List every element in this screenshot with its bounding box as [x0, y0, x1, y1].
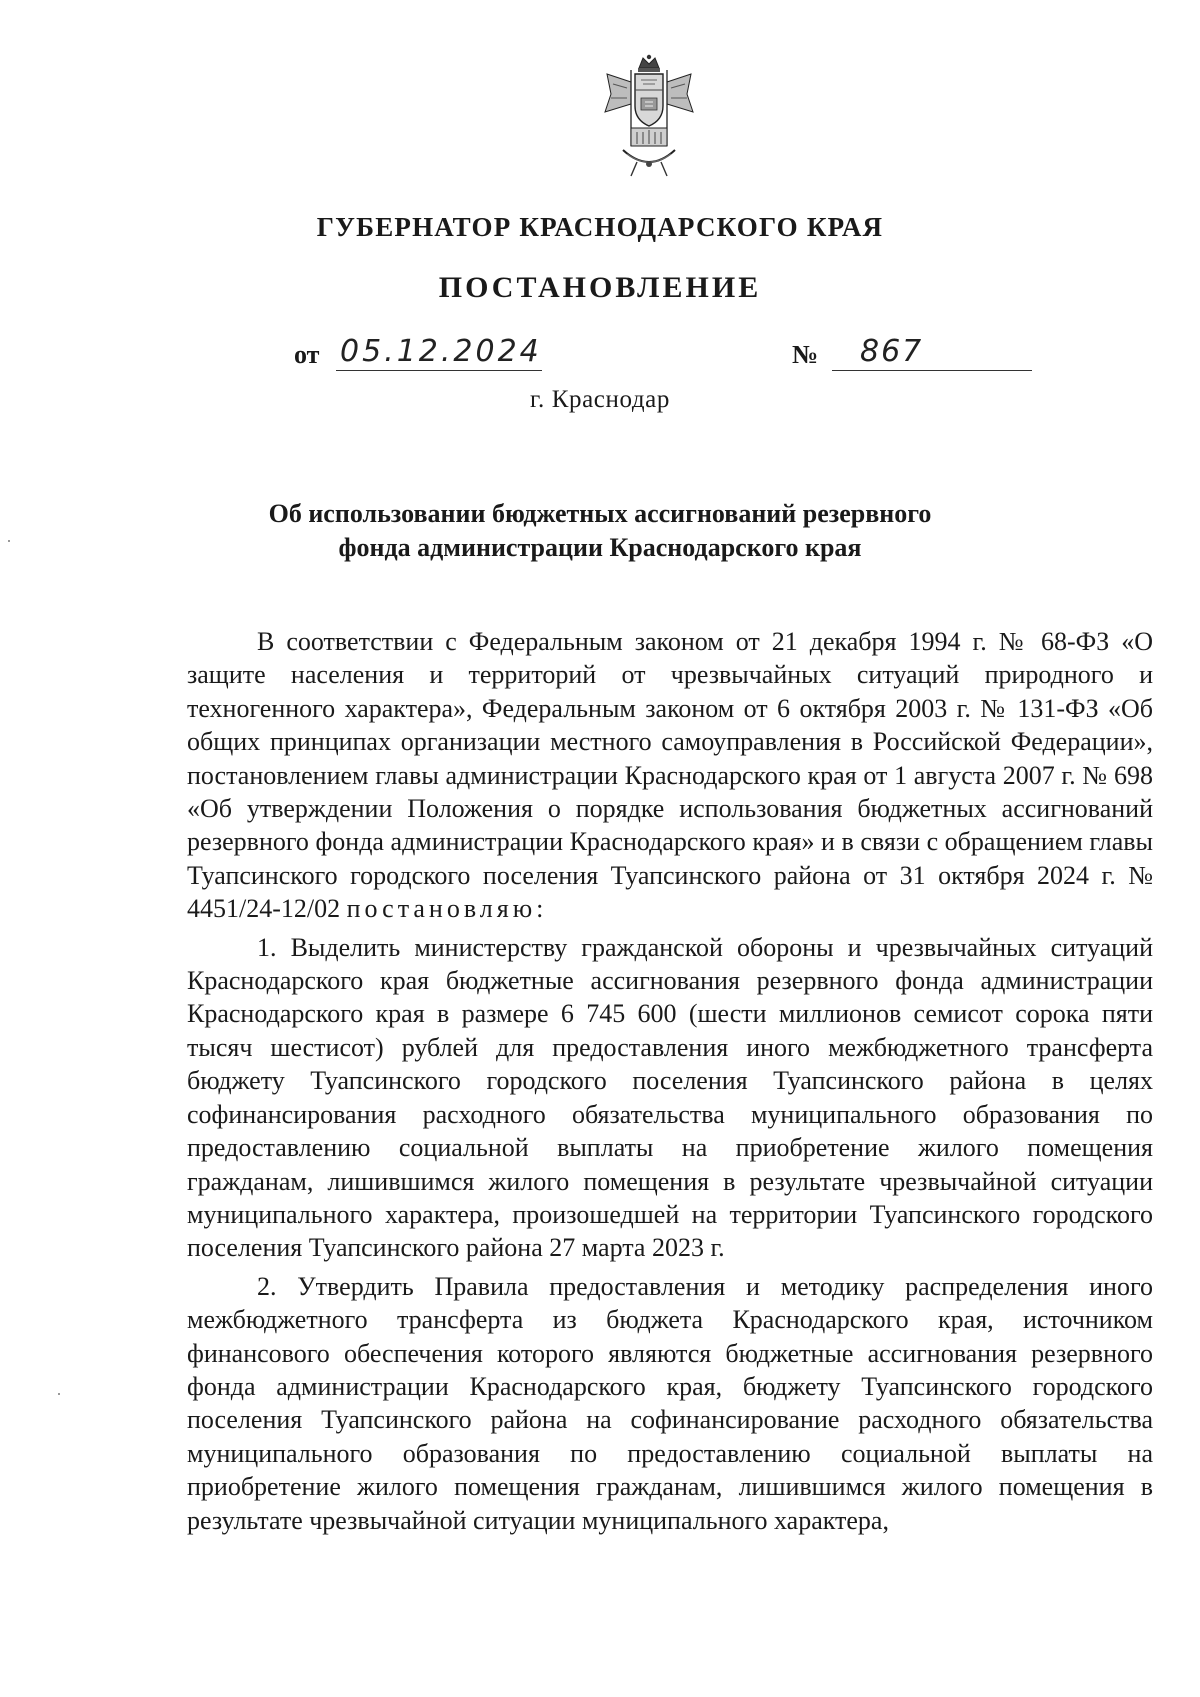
resolve-word: постановляю:: [346, 894, 548, 924]
date-underline: [336, 370, 542, 371]
item-1-paragraph: 1. Выделить министерству гражданской обороны и чрезвычайных ситуаций Краснодарского края бюджетные ассигнования резервного фонда администрации Краснодарского края в размере 6 745 600 (шести миллионов семисот сорока пяти тысяч шестисот) рублей для предоставления иного межбюджетного трансферта бюджету Туапсинского городского поселения Туапсинского района в целях софинансирования расходного обязательства муниципального образования по предоставлению социальной выплаты на приобретение жилого помещения гражданам, лишившимся жилого помещения в результате чрезвычайной ситуации муниципального характера, произошедшей на территории Туапсинского городского поселения Туапсинского района 27 марта 2023 г.: [187, 932, 1153, 1263]
subject-line-2: фонда администрации Краснодарского края: [338, 533, 862, 562]
number-underline: [832, 370, 1032, 371]
item-2-paragraph: 2. Утвердить Правила предоставления и методику распределения иного межбюджетного трансферта из бюджета Краснодарского края, источником финансового обеспечения которого являются бюджетные ассигнования резервного фонда администрации Краснодарского края, бюджету Туапсинского городского поселения Туапсинского района на софинансирование расходного обязательства муниципального образования по предоставлению социальной выплаты на приобретение жилого помещения гражданам, лишившимся жилого помещения в результате чрезвычайной ситуации муниципального характера,: [187, 1271, 1153, 1535]
document-body: [187, 625, 1153, 1537]
city-line: г. Краснодар: [530, 386, 670, 413]
date-number-line: [294, 334, 1032, 374]
number-value: 867: [860, 334, 924, 369]
date-prefix: от: [294, 340, 320, 369]
document-subject: [0, 497, 1200, 565]
coat-of-arms-emblem: [601, 54, 697, 180]
number-prefix: №: [792, 340, 819, 369]
scan-mark: [58, 1393, 60, 1395]
preamble-text: В соответствии с Федеральным законом от 21 декабря 1994 г. № 68-ФЗ «О защите населения и территорий от чрезвычайных ситуаций природного и техногенного характера», Федеральным законом от 6 октября 2003 г. № 131-ФЗ «Об общих принципах организации местного самоуправления в Российской Федерации», постановлением главы администрации Краснодарского края от 1 августа 2007 г. № 698 «Об утверждении Положения о порядке использования бюджетных ассигнований резервного фонда администрации Краснодарского края» и в связи с обращением главы Туапсинского городского поселения Туапсинского района от 31 октября 2024 г. № 4451/24-12/02: [187, 627, 1153, 924]
subject-line-1: Об использовании бюджетных ассигнований резервного: [268, 499, 932, 528]
document-type: ПОСТАНОВЛЕНИЕ: [438, 271, 762, 304]
scan-mark: [8, 540, 10, 542]
date-value: 05.12.2024: [340, 334, 542, 369]
authority-title: ГУБЕРНАТОР КРАСНОДАРСКОГО КРАЯ: [316, 212, 884, 242]
preamble-paragraph: [187, 625, 1153, 926]
